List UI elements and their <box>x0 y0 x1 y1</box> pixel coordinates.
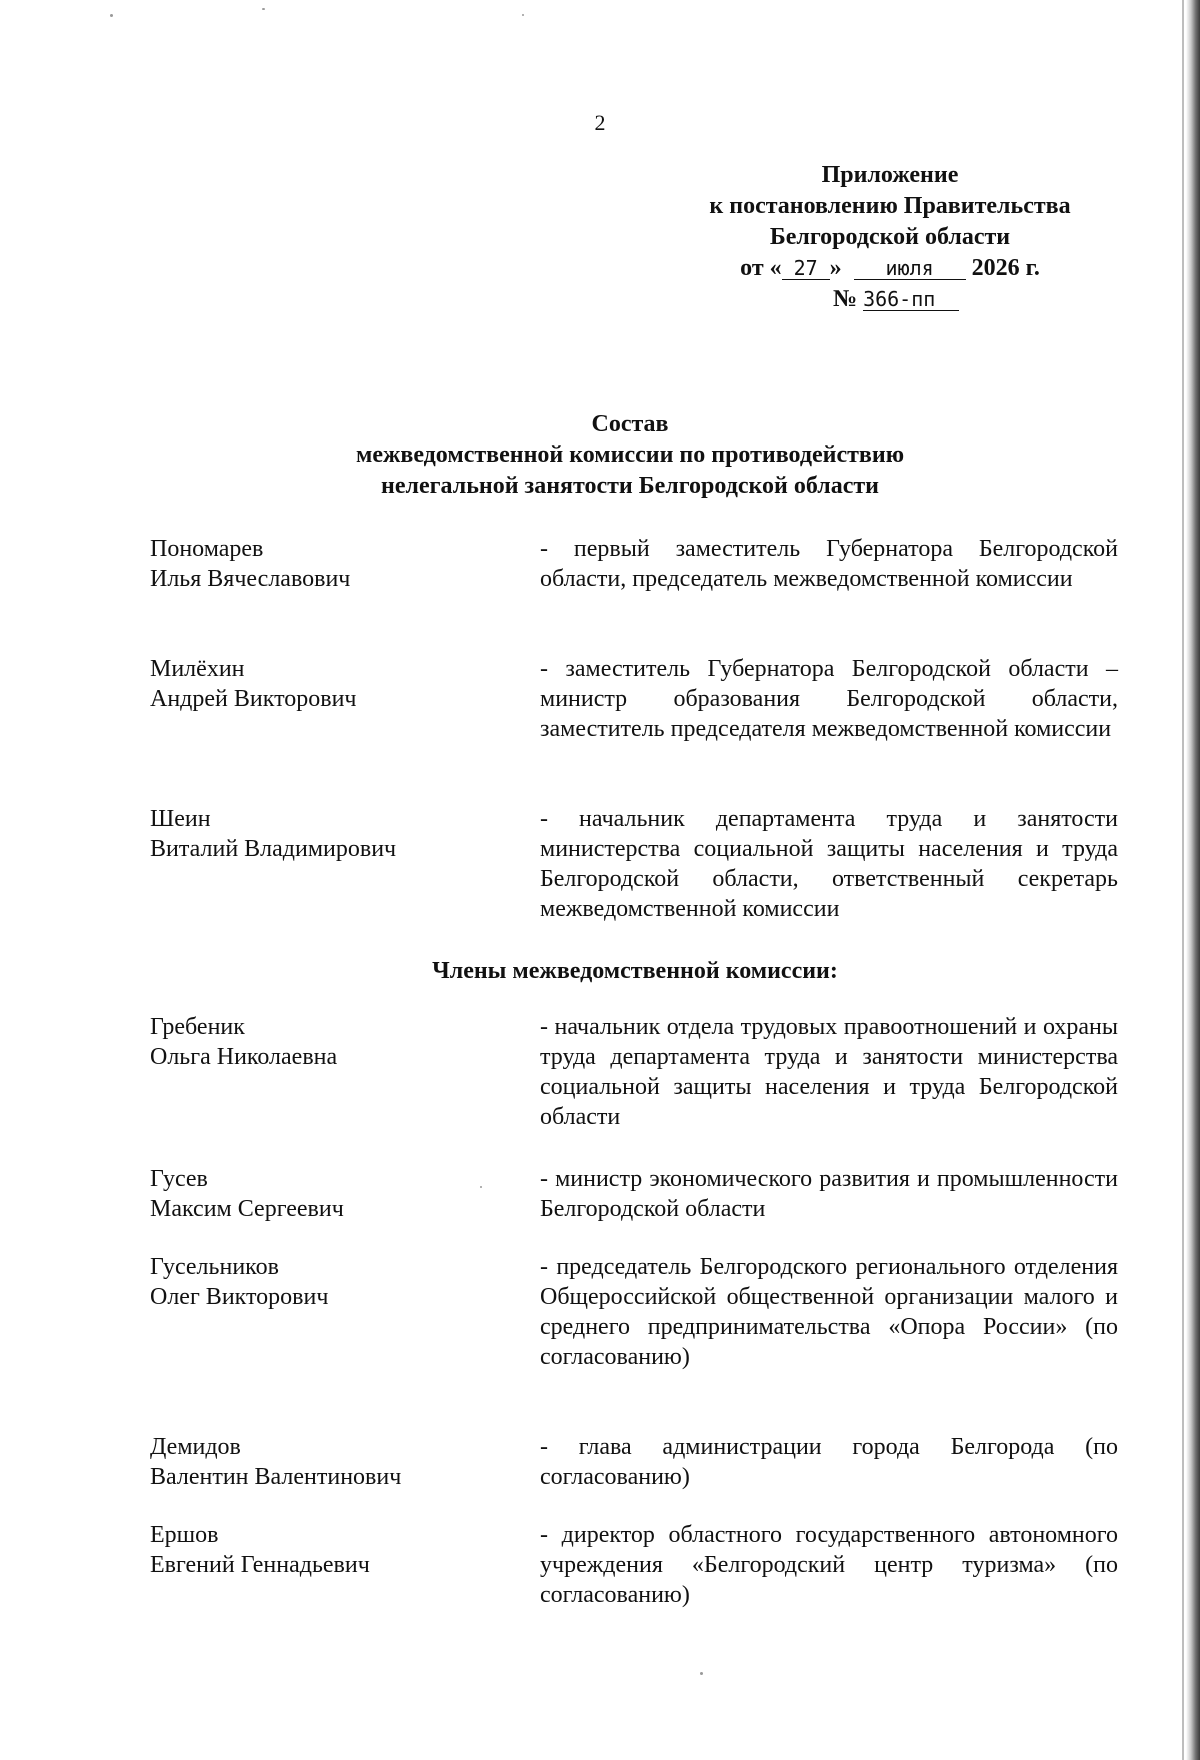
document-title <box>200 409 1060 502</box>
member-name <box>150 1520 530 1580</box>
member-position: - первый заместитель Губернатора Белгородской области, председатель межведомственной комиссии <box>540 536 1118 592</box>
member-position: - директор областного государственного автономного учреждения «Белгородский центр туризма» (по согласованию) <box>540 1522 1118 1608</box>
member-surname: Ершов <box>150 1522 219 1548</box>
member-given-names: Максим Сергеевич <box>150 1196 344 1222</box>
member-position: - глава администрации города Белгорода (по согласованию) <box>540 1434 1118 1490</box>
appendix-title: Приложение <box>821 162 959 188</box>
member-surname: Гусельников <box>150 1254 279 1280</box>
date-year: 2026 г. <box>971 255 1040 281</box>
appendix-header <box>640 160 1140 315</box>
member-position: - министр экономического развития и промышленности Белгородской области <box>540 1166 1118 1222</box>
number-prefix: № <box>832 286 858 312</box>
member-name <box>150 1164 530 1224</box>
date-month: июля <box>854 257 966 280</box>
scan-speck <box>110 14 113 17</box>
scan-speck <box>700 1672 703 1675</box>
member-name <box>150 1252 530 1312</box>
resolution-number: 366-пп <box>863 288 959 311</box>
member-surname: Милёхин <box>150 656 245 682</box>
member-given-names: Евгений Геннадьевич <box>150 1552 370 1578</box>
member-surname: Демидов <box>150 1434 241 1460</box>
date-mid: » <box>829 255 842 281</box>
title-line-2: межведомственной комиссии по противодействию <box>355 442 905 468</box>
scan-speck <box>262 8 265 10</box>
members-heading: Члены межведомственной комиссии: <box>432 958 838 984</box>
member-surname: Гусев <box>150 1166 208 1192</box>
member-position: - председатель Белгородского регионального отделения Общероссийской общественной организации малого и среднего предпринимательства «Опора России» (по согласованию) <box>540 1254 1118 1370</box>
member-name <box>150 534 530 594</box>
date-prefix: от « <box>740 255 782 281</box>
appendix-date-line <box>640 253 1140 284</box>
member-given-names: Виталий Владимирович <box>150 836 397 862</box>
scan-edge-line <box>1182 0 1184 1760</box>
title-line-3: нелегальной занятости Белгородской области <box>381 473 879 499</box>
member-name <box>150 654 530 714</box>
page-number: 2 <box>594 110 606 135</box>
member-position: - начальник отдела трудовых правоотношений и охраны труда департамента труда и занятости министерства социальной защиты населения и труда Белгородской области <box>540 1014 1118 1130</box>
appendix-number-line <box>640 284 1140 315</box>
member-surname: Шеин <box>150 806 211 832</box>
member-given-names: Олег Викторович <box>150 1284 329 1310</box>
member-name <box>150 804 530 864</box>
member-position: - начальник департамента труда и занятости министерства социальной защиты населения и труда Белгородской области, ответственный секретарь межведомственной комиссии <box>540 806 1118 922</box>
appendix-resolution-line: к постановлению Правительства <box>709 193 1071 219</box>
member-position: - заместитель Губернатора Белгородской области – министр образования Белгородской области, заместитель председателя межведомственной комиссии <box>540 656 1118 742</box>
member-given-names: Валентин Валентинович <box>150 1464 402 1490</box>
member-surname: Гребеник <box>150 1014 245 1040</box>
date-day: 27 <box>782 257 830 280</box>
scan-speck <box>522 14 524 16</box>
member-given-names: Андрей Викторович <box>150 686 357 712</box>
member-name <box>150 1432 530 1492</box>
appendix-region-line: Белгородской области <box>769 224 1011 250</box>
member-given-names: Ольга Николаевна <box>150 1044 338 1070</box>
member-name <box>150 1012 530 1072</box>
member-surname: Пономарев <box>150 536 264 562</box>
scan-edge-shadow <box>1186 0 1200 1760</box>
member-given-names: Илья Вячеславович <box>150 566 351 592</box>
title-line-1: Состав <box>591 411 669 437</box>
